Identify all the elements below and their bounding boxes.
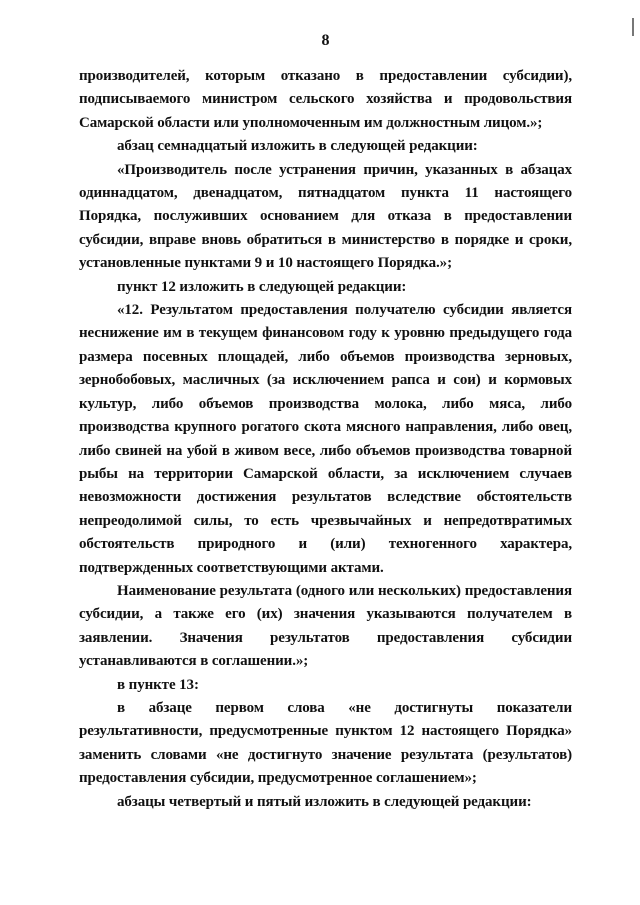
scan-artifact xyxy=(632,18,634,36)
paragraph: Наименование результата (одного или нескольких) предоставления субсидии, а также его (их) значения указываются получателем в заявлении. Значения результатов предоставления субсидии устанавливаются в соглашении.»; xyxy=(79,582,572,670)
paragraph: абзацы четвертый и пятый изложить в следующей редакции: xyxy=(117,793,532,810)
paragraph: абзац семнадцатый изложить в следующей редакции: xyxy=(117,138,478,155)
page-number: 8 xyxy=(321,32,330,49)
paragraph: пункт 12 изложить в следующей редакции: xyxy=(117,278,407,295)
paragraph: производителей, которым отказано в предоставлении субсидии), подписываемого министром сельского хозяйства и продовольствия Самарской области или уполномоченным им должностным лицом.»; xyxy=(79,68,572,131)
paragraph: в пункте 13: xyxy=(117,676,199,693)
paragraph: «12. Результатом предоставления получателю субсидии является неснижение им в текущем финансовом году к уровню предыдущего года размера посевных площадей, либо объемов производства зерновых, зернобобовых, масличных (за исключением рапса и сои) и кормовых культур, либо объемов производства молока, либо мяса, либо производства крупного рогатого скота мясного направления, либо овец, либо свиней на убой в живом весе, либо объемов производства товарной рыбы на территории Самарской области, за исключением случаев невозможности достижения результатов вследствие обстоятельств непреодолимой силы, то есть чрезвычайных и непредотвратимых обстоятельств природного и (или) техногенного характера, подтвержденных соответствующими актами. xyxy=(79,302,572,576)
paragraph: «Производитель после устранения причин, указанных в абзацах одиннадцатом, двенадцатом, пятнадцатом пункта 11 настоящего Порядка, послуживших основанием для отказа в предоставлении субсидии, вправе вновь обратиться в министерство в порядке и сроки, установленные пунктами 9 и 10 настоящего Порядка.»; xyxy=(79,161,572,272)
paragraph: в абзаце первом слова «не достигнуты показатели результативности, предусмотренные пунктом 12 настоящего Порядка» заменить словами «не достигнуто значение результата (результатов) предоставления субсидии, предусмотренное соглашением»; xyxy=(79,699,572,787)
